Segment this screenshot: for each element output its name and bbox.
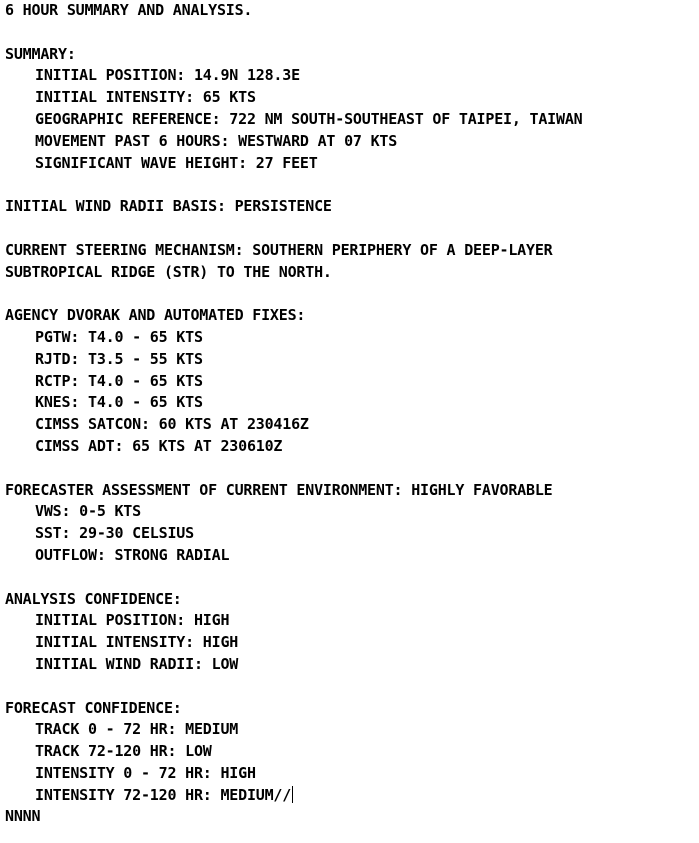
blank-line — [5, 174, 695, 196]
summary-geographic-reference: GEOGRAPHIC REFERENCE: 722 NM SOUTH-SOUTHEAST OF TAIPEI, TAIWAN — [35, 109, 583, 128]
blank-line — [5, 218, 695, 240]
fix-item: RCTP: T4.0 - 65 KTS — [35, 371, 203, 390]
forecast-intensity-72-120-row[interactable] — [5, 785, 695, 807]
fixes-heading: AGENCY DVORAK AND AUTOMATED FIXES: — [5, 306, 306, 325]
blank-line — [5, 22, 695, 44]
blank-line — [5, 676, 695, 698]
summary-heading: SUMMARY: — [5, 44, 76, 63]
forecast-intensity-72-120: INTENSITY 72-120 HR: MEDIUM// — [35, 785, 292, 804]
fix-item: RJTD: T3.5 - 55 KTS — [35, 349, 203, 368]
environment-heading: FORECASTER ASSESSMENT OF CURRENT ENVIRONMENT: HIGHLY FAVORABLE — [5, 480, 553, 499]
forecast-intensity-0-72: INTENSITY 0 - 72 HR: HIGH — [35, 763, 256, 782]
steering-line-1: CURRENT STEERING MECHANISM: SOUTHERN PERIPHERY OF A DEEP-LAYER — [5, 240, 553, 259]
fix-item: PGTW: T4.0 - 65 KTS — [35, 327, 203, 346]
text-cursor — [292, 786, 293, 803]
forecast-track-72-120: TRACK 72-120 HR: LOW — [35, 742, 212, 761]
summary-movement: MOVEMENT PAST 6 HOURS: WESTWARD AT 07 KTS — [35, 131, 398, 150]
analysis-confidence-heading: ANALYSIS CONFIDENCE: — [5, 589, 182, 608]
fix-item: CIMSS ADT: 65 KTS AT 230610Z — [35, 436, 283, 455]
fix-item: CIMSS SATCON: 60 KTS AT 230416Z — [35, 415, 309, 434]
blank-line — [5, 458, 695, 480]
bulletin-title: 6 HOUR SUMMARY AND ANALYSIS. — [5, 1, 253, 19]
analysis-initial-intensity: INITIAL INTENSITY: HIGH — [35, 633, 239, 652]
wind-radii-basis: INITIAL WIND RADII BASIS: PERSISTENCE — [5, 197, 332, 216]
analysis-initial-position: INITIAL POSITION: HIGH — [35, 611, 230, 630]
environment-sst: SST: 29-30 CELSIUS — [35, 524, 194, 543]
summary-wave-height: SIGNIFICANT WAVE HEIGHT: 27 FEET — [35, 153, 318, 172]
environment-vws: VWS: 0-5 KTS — [35, 502, 141, 521]
forecast-track-0-72: TRACK 0 - 72 HR: MEDIUM — [35, 720, 239, 739]
blank-line — [5, 283, 695, 305]
environment-outflow: OUTFLOW: STRONG RADIAL — [35, 545, 230, 564]
summary-initial-position: INITIAL POSITION: 14.9N 128.3E — [35, 66, 300, 85]
analysis-initial-wind-radii: INITIAL WIND RADII: LOW — [35, 654, 239, 673]
blank-line — [5, 567, 695, 589]
steering-line-2: SUBTROPICAL RIDGE (STR) TO THE NORTH. — [5, 262, 332, 281]
forecast-confidence-heading: FORECAST CONFIDENCE: — [5, 698, 182, 717]
end-marker: NNNN — [5, 807, 41, 826]
bulletin-document — [5, 0, 695, 828]
fix-item: KNES: T4.0 - 65 KTS — [35, 393, 203, 412]
summary-initial-intensity: INITIAL INTENSITY: 65 KTS — [35, 88, 256, 107]
